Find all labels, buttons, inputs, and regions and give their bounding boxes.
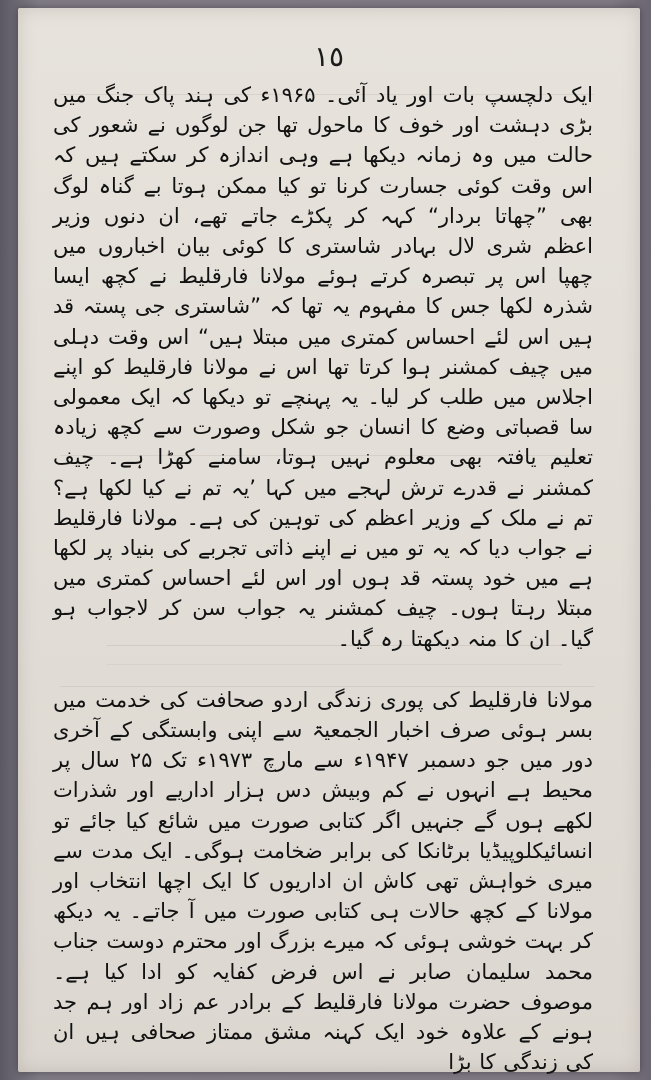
- paragraph-1: ایک دلچسپ بات اور یاد آئی۔ ۱۹۶۵ء کی ہند پاک جنگ میں بڑی دہشت اور خوف کا ماحول تھا جن لوگوں نے شعور کی حالت میں وہ زمانہ دیکھا ہے وہی اندازہ کر سکتے ہیں کہ اس وقت کوئی جسارت کرنا تو کیا ممکن ہوتا بے گناہ لوگ بھی ”چھاتا بردار“ کہہ کر پکڑے جاتے تھے، ان دنوں وزیر اعظم شری لال بہادر شاستری کا کوئی بیان اخباروں میں چھپا اس پر تبصرہ کرتے ہوئے مولانا فارقلیط نے کچھ ایسا شذرہ لکھا جس کا مفہوم یہ تھا کہ ”شاستری جی پستہ قد ہیں اس لئے احساس کمتری میں مبتلا ہیں“ اس وقت دہلی میں چیف کمشنر ہوا کرتا تھا اس نے مولانا فارقلیط کو اپنے اجلاس میں طلب کر لیا۔ یہ پہنچے تو دیکھا کہ ایک معمولی سا قصباتی وضع کا انسان جو شکل وصورت سے کچھ زیادہ تعلیم یافتہ بھی معلوم نہیں ہوتا، سامنے کھڑا ہے۔ چیف کمشنر نے قدرے ترش لہجے میں کہا ’یہ تم نے کیا لکھا ہے؟ تم نے ملک کے وزیر اعظم کی توہین کی ہے۔ مولانا فارقلیط نے جواب دیا کہ یہ تو میں نے اپنے ذاتی تجربے کی بنیاد پر لکھا ہے میں خود پستہ قد ہوں اور اس لئے احساس کمتری میں مبتلا رہتا ہوں۔ چیف کمشنر یہ جواب سن کر لاجواب ہو گیا۔ ان کا منہ دیکھتا رہ گیا۔: [53, 83, 594, 651]
- page-number: ١٥: [313, 40, 345, 73]
- page-content: [53, 80, 593, 1078]
- book-page: [18, 8, 640, 1075]
- paragraph-2: مولانا فارقلیط کی پوری زندگی اردو صحافت کی خدمت میں بسر ہوئی صرف اخبار الجمعیۃ سے اپنی وابستگی کے آخری دور میں جو دسمبر ۱۹۴۷ء سے مارچ ۱۹۷۳ء تک ۲۵ سال پر محیط ہے انہوں نے کم وبیش دس ہزار اداریے اور شذرات لکھے ہوں گے جنہیں اگر کتابی صورت میں شائع کیا جائے تو انسائیکلوپیڈیا برٹانکا کی برابر ضخامت ہوگی۔ ایک مدت سے میری خواہش تھی کاش ان اداریوں کا ایک اچھا انتخاب اور مولانا کے کچھ حالات ہی کتابی صورت میں آ جاتے۔ یہ دیکھ کر بہت خوشی ہوئی کہ میرے بزرگ اور محترم دوست جناب محمد سلیمان صابر نے اس فرض کفایہ کو ادا کیا ہے۔ موصوف حضرت مولانا فارقلیط کے برادر عم زاد اور ہم جد ہونے کے علاوہ خود ایک کہنہ مشق ممتاز صحافی ہیں ان کی زندگی کا بڑا: [53, 687, 593, 1075]
